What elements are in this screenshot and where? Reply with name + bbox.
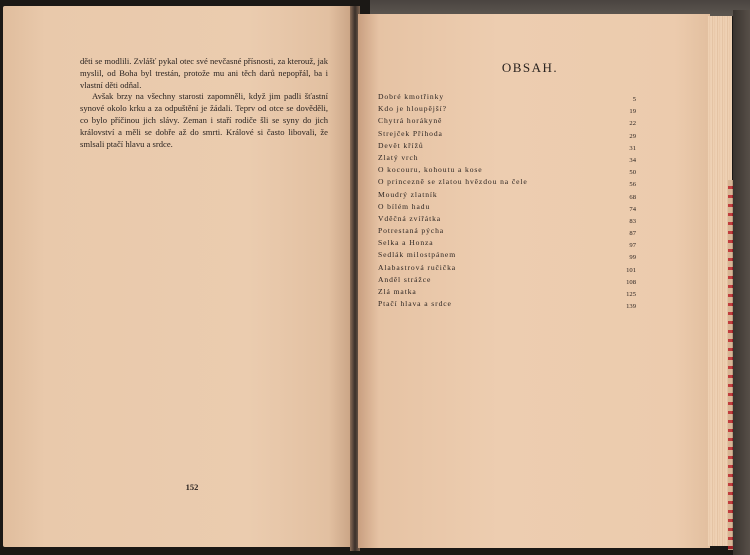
toc-entry-title: Anděl strážce (378, 274, 432, 284)
toc-entry (378, 298, 636, 310)
toc-entry-page: 83 (629, 217, 636, 225)
toc-entry-page: 29 (629, 132, 636, 140)
toc-entry (378, 201, 636, 213)
toc-entry (378, 262, 636, 274)
toc-entry (378, 103, 636, 115)
toc-entry (378, 91, 636, 103)
toc-entry-title: Zlatý vrch (378, 152, 419, 162)
toc-entry-page: 56 (629, 181, 636, 189)
toc-entry-title: Potrestaná pýcha (378, 226, 445, 236)
toc-entry-title: Ptačí hlava a srdce (378, 299, 452, 309)
toc-entry (378, 152, 636, 164)
toc-entry (378, 140, 636, 152)
toc-entry-page: 125 (626, 291, 636, 298)
toc-entry-page: 50 (629, 169, 636, 177)
toc-entry-page: 5 (632, 96, 636, 103)
toc-entry-page: 34 (629, 156, 636, 164)
paragraph: Avšak brzy na všechny starosti zapomněli, když jim padli šťastní synové okolo krku a za odpuštění je žádali. Teprv od otce se dověděli, co bylo příčinou jich slávy. Zeman i staří rodiče šli se syny do jich království a měli se dobře až do smrti. Králové si často libovali, že smlsali ptačí hlavu a srdce. (80, 91, 328, 149)
toc-entry-page: 68 (629, 193, 636, 201)
toc-entry-page: 97 (629, 242, 636, 250)
toc-entry-page: 22 (629, 120, 636, 128)
toc-entry-title: Devět křížů (378, 140, 424, 150)
toc-entry-title: Zlá matka (378, 287, 417, 296)
toc-entry (378, 286, 636, 298)
toc-entry (378, 249, 636, 261)
toc-entry-page: 87 (629, 230, 636, 238)
toc-entry-page: 99 (629, 254, 636, 262)
toc-entry-title: Vděčná zvířátka (378, 213, 442, 223)
toc-entry (378, 189, 636, 201)
toc-entry (378, 237, 636, 249)
toc-entry-title: O kocouru, kohoutu a kose (378, 165, 483, 175)
toc-entry-title: Dobré kmotřinky (378, 92, 445, 101)
toc-entry-page: 19 (629, 108, 636, 116)
toc-entry (378, 274, 636, 286)
toc-entry-title: Chytrá horákyně (378, 116, 443, 126)
page-number: 152 (185, 482, 199, 492)
toc-entry-page: 31 (629, 144, 636, 152)
toc-entry-title: Kdo je hloupější? (378, 104, 447, 114)
paragraph: děti se modlili. Zvlášť pykal otec své nevčasné přísnosti, za kterouž, jak myslil, od Boha byl trestán, protože mu ani těch darů nepopřál, ba i vlastní děti odňal. (80, 56, 328, 90)
table-of-contents (378, 91, 636, 310)
toc-entry-page: 101 (626, 266, 636, 274)
contents-title: OBSAH. (501, 60, 559, 75)
toc-entry (378, 225, 636, 237)
toc-entry-title: Selka a Honza (378, 238, 434, 248)
toc-entry (378, 115, 636, 127)
toc-entry-title: O princezně se zlatou hvězdou na čele (378, 177, 528, 187)
toc-entry (378, 176, 636, 188)
toc-entry (378, 164, 636, 176)
toc-entry-page: 139 (626, 303, 636, 311)
toc-entry-title: Sedlák milostpánem (378, 250, 456, 260)
toc-entry (378, 128, 636, 140)
toc-entry-title: O bílém hadu (378, 201, 431, 211)
book-cover-right (733, 10, 750, 555)
toc-entry-title: Strejček Příhoda (378, 128, 443, 138)
toc-entry-page: 74 (629, 205, 636, 213)
toc-entry-title: Moudrý zlatník (378, 189, 438, 199)
toc-entry-page: 108 (626, 278, 636, 286)
toc-entry (378, 213, 636, 225)
toc-entry-title: Alabastrová ručička (378, 262, 457, 272)
left-page-text (80, 56, 328, 150)
